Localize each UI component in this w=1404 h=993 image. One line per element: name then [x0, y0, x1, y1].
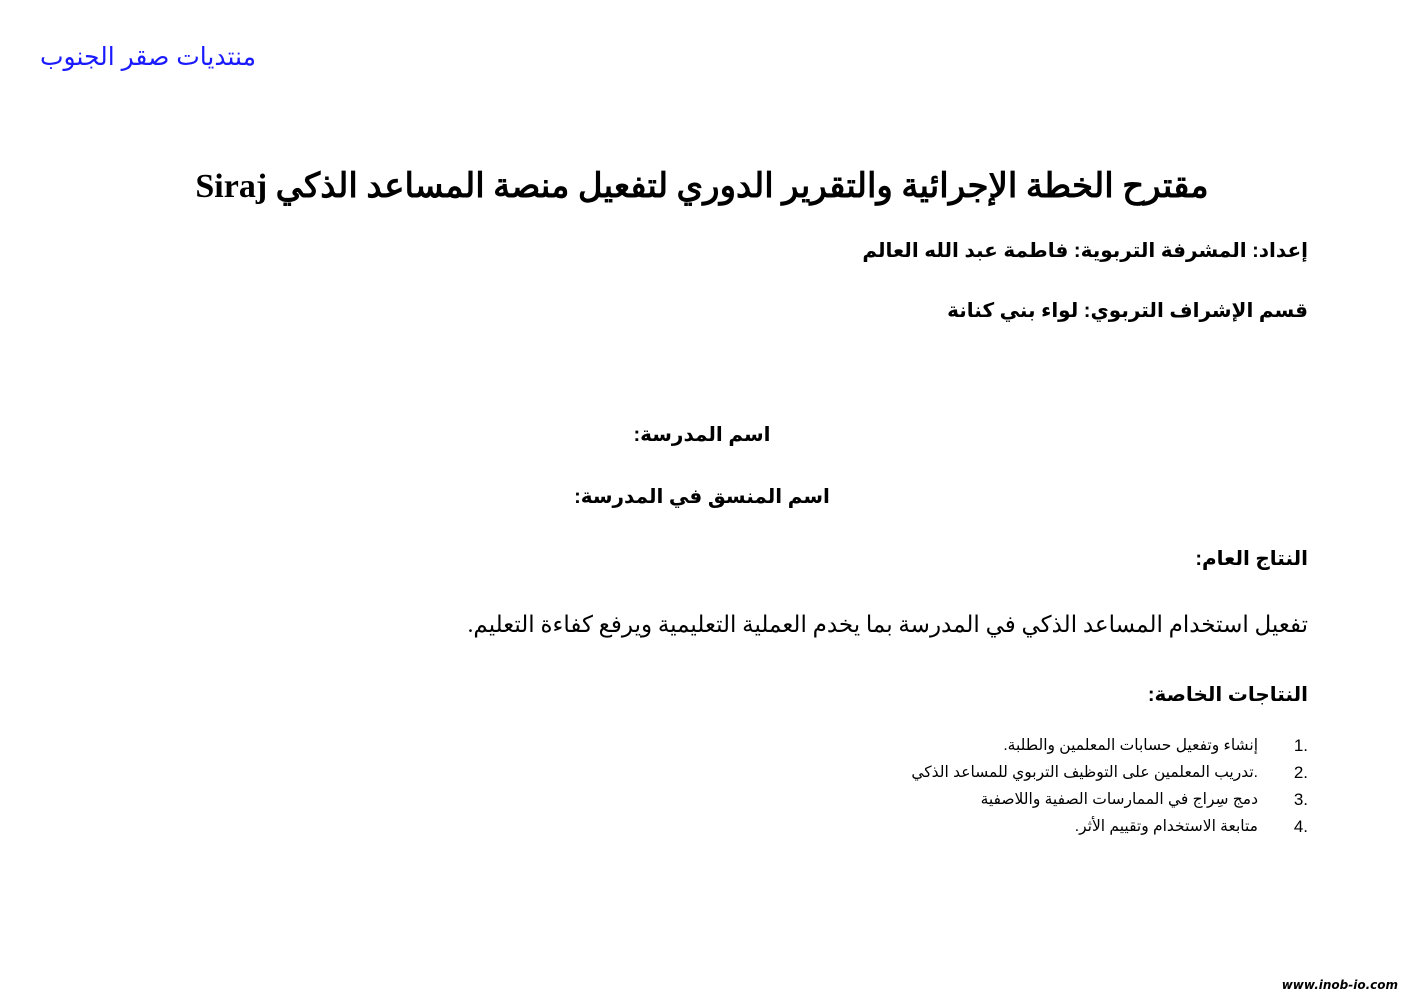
school-name-label: اسم المدرسة:	[633, 424, 771, 446]
list-item-number: 3.	[1293, 790, 1308, 809]
list-item	[911, 759, 1308, 786]
list-item-text: دمج سِراج في الممارسات الصفية واللاصفية	[980, 791, 1258, 808]
list-item-text: متابعة الاستخدام وتقييم الأثر.	[1074, 818, 1258, 835]
document-title: مقترح الخطة الإجرائية والتقرير الدوري لتفعيل منصة المساعد الذكي Siraj	[195, 168, 1209, 205]
department-line: قسم الإشراف التربوي: لواء بني كنانة	[947, 300, 1308, 322]
list-item	[911, 786, 1308, 813]
coordinator-name-label: اسم المنسق في المدرسة:	[574, 486, 830, 508]
list-item-text: .تدريب المعلمين على التوظيف التربوي للمساعد الذكي	[911, 764, 1258, 781]
general-outcome-text: تفعيل استخدام المساعد الذكي في المدرسة بما يخدم العملية التعليمية ويرفع كفاءة التعليم.	[467, 612, 1308, 637]
list-item	[911, 732, 1308, 759]
list-item-text: إنشاء وتفعيل حسابات المعلمين والطلبة.	[1003, 737, 1258, 754]
forum-name-link[interactable]: منتديات صقر الجنوب	[40, 43, 256, 71]
general-outcome-heading: النتاج العام:	[1195, 548, 1308, 570]
prepared-by-line: إعداد: المشرفة التربوية: فاطمة عبد الله العالم	[862, 240, 1308, 262]
specific-outcomes-list	[911, 732, 1308, 840]
footer-url: www.inob-io.com	[1281, 978, 1398, 992]
specific-outcomes-heading: النتاجات الخاصة:	[1147, 684, 1308, 706]
list-item-number: 4.	[1293, 817, 1308, 836]
list-item-number: 2.	[1293, 763, 1308, 782]
list-item-number: 1.	[1293, 736, 1308, 755]
list-item	[911, 813, 1308, 840]
